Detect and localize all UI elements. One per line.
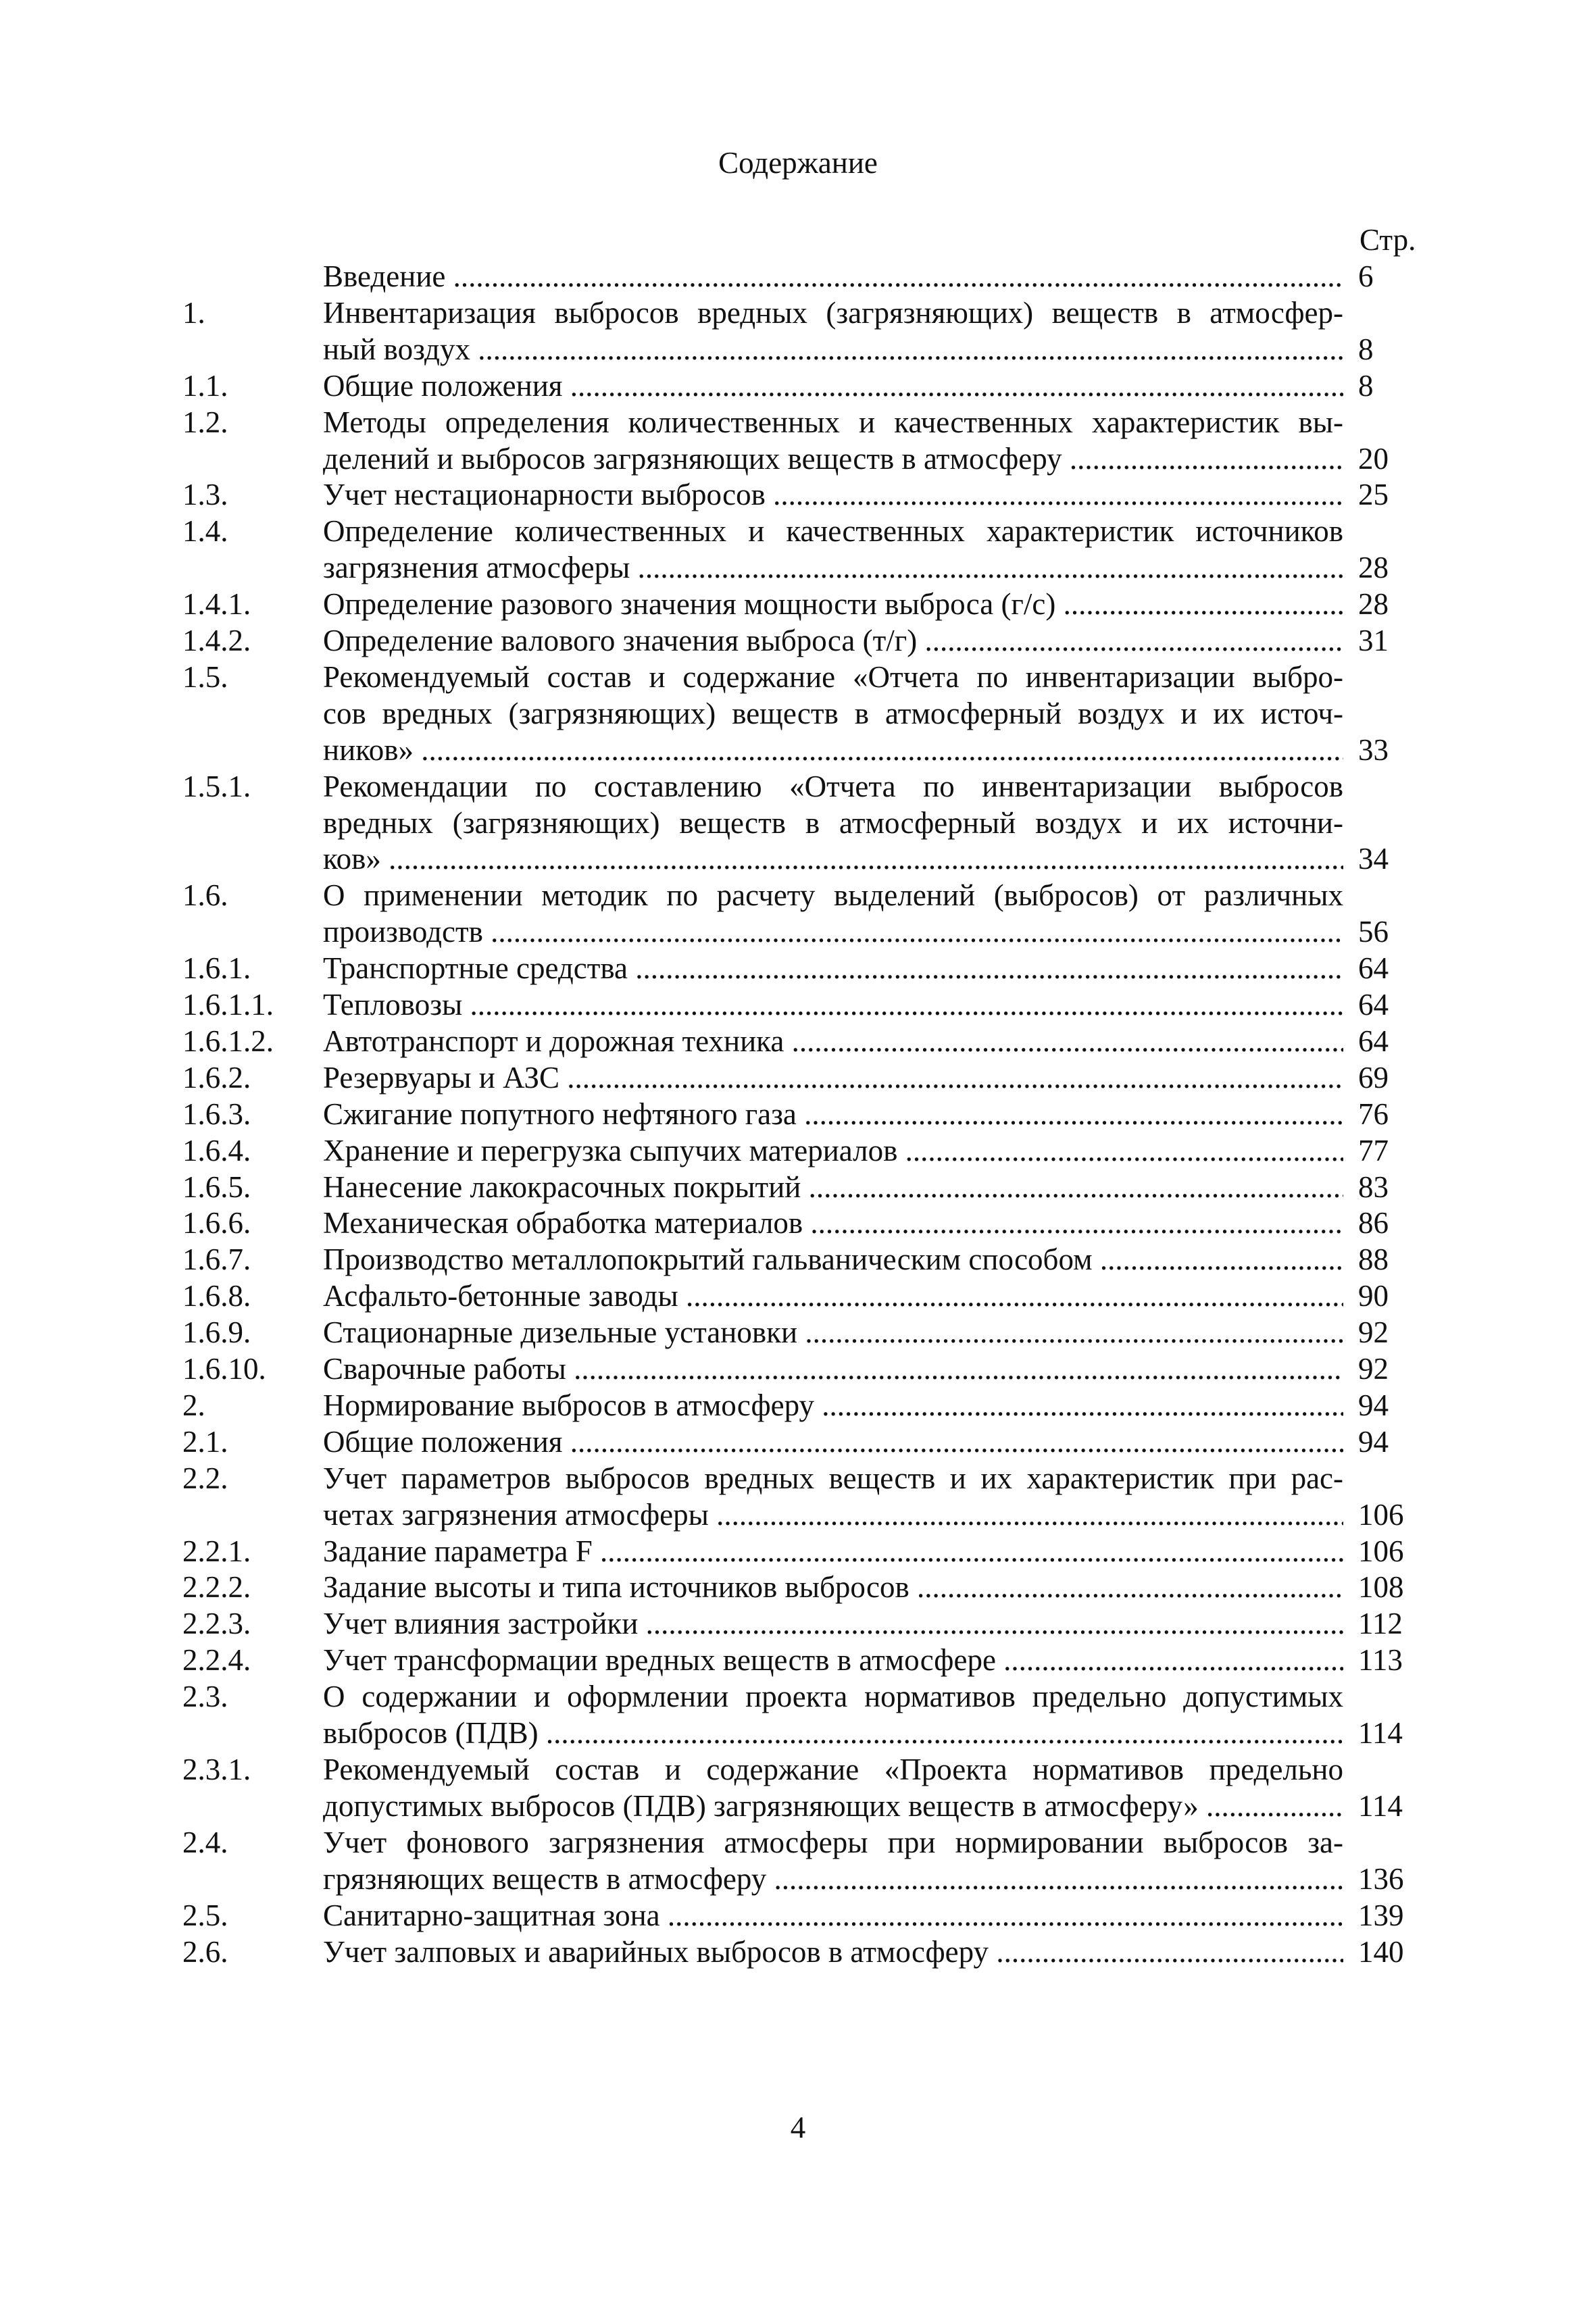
toc-entry-title-line: Задание высоты и типа источников выбросов .....	[323, 1569, 1343, 1606]
toc-entry	[182, 769, 1426, 878]
toc-entry-number: 1.4.	[182, 514, 228, 549]
toc-entry	[182, 1898, 1426, 1934]
toc-entry-page	[1343, 295, 1441, 368]
page-title: Содержание	[718, 146, 878, 180]
toc-entry-title	[323, 1569, 1343, 1606]
toc-entry-page	[1343, 1242, 1441, 1278]
toc-entry-page	[1343, 1461, 1441, 1534]
toc-entry-number: 1.6.2.	[182, 1060, 251, 1095]
toc-entry-title	[323, 1060, 1343, 1097]
toc-entry-title-line: Рекомендуемый состав и содержание «Отчета по инвентаризации выбро-	[323, 659, 1343, 694]
toc-entry-title-line: делений и выбросов загрязняющих веществ в атмосферу .....	[323, 441, 1343, 478]
toc-entry-page-value: 106	[1358, 1497, 1404, 1532]
toc-entry-title-line: загрязнения атмосферы .....	[323, 550, 1343, 586]
toc-entry-title	[323, 1825, 1343, 1898]
toc-entry	[182, 1024, 1426, 1060]
toc-entry-page-value: 92	[1358, 1352, 1389, 1386]
toc-entry-number: 1.6.3.	[182, 1097, 251, 1131]
toc-entry-page	[1343, 1825, 1441, 1898]
toc-entry-title	[323, 1351, 1343, 1388]
toc-entry-title-line: Определение валового значения выброса (т/г) .....	[323, 623, 1343, 659]
toc-entry-title-line: Учет нестационарности выбросов .....	[323, 477, 1343, 513]
toc-entry-title	[323, 368, 1343, 405]
toc-entry	[182, 1934, 1426, 1971]
toc-entry-page-value: 28	[1358, 551, 1389, 585]
toc-entry-page	[1343, 1060, 1441, 1097]
toc-entry-title-line: Методы определения количественных и качественных характеристик вы-	[323, 405, 1343, 439]
toc-entry-title-line: Хранение и перегрузка сыпучих материалов .....	[323, 1133, 1343, 1169]
toc-entry-number: 2.2.2.	[182, 1570, 251, 1605]
toc-entry-title-line: Автотранспорт и дорожная техника .....	[323, 1024, 1343, 1060]
toc-entry	[182, 1133, 1426, 1169]
toc-entry-page-value: 64	[1358, 988, 1389, 1022]
toc-entry-title-line: Учет параметров выбросов вредных веществ и их характеристик при рас-	[323, 1461, 1343, 1495]
toc-entry-title	[323, 513, 1343, 586]
toc-entry-title-line: Определение разового значения мощности выброса (г/с) .....	[323, 586, 1343, 623]
toc-entry-page-value: 94	[1358, 1388, 1389, 1422]
toc-entry-page-value: 140	[1358, 1934, 1404, 1969]
toc-entry-page-value: 77	[1358, 1133, 1389, 1167]
toc-entry	[182, 1534, 1426, 1570]
toc-entry	[182, 1242, 1426, 1278]
toc-entry	[182, 878, 1426, 951]
toc-entry-title-line: Общие положения .....	[323, 368, 1343, 405]
toc-entry-title-line: ный воздух .....	[323, 332, 1343, 368]
toc-entry-number: 2.2.1.	[182, 1534, 251, 1568]
toc-entry-page-value: 88	[1358, 1242, 1389, 1277]
toc-entry-page-value: 114	[1358, 1716, 1403, 1751]
toc-entry-page	[1343, 405, 1441, 478]
toc-entry-title-line: Сжигание попутного нефтяного газа .....	[323, 1097, 1343, 1133]
toc-entry	[182, 1679, 1426, 1752]
toc-entry-title	[323, 1024, 1343, 1060]
toc-entry-page	[1343, 1024, 1441, 1060]
toc-entry	[182, 987, 1426, 1024]
toc-entry-page	[1343, 1534, 1441, 1570]
toc-entry-title-line: грязняющих веществ в атмосферу .....	[323, 1861, 1343, 1898]
toc-entry-title-line: Санитарно-защитная зона .....	[323, 1898, 1343, 1934]
toc-entry-page	[1343, 1898, 1441, 1934]
toc-entry-page-value: 106	[1358, 1534, 1404, 1568]
toc-entry-number: 1.3.	[182, 478, 228, 512]
page-column-label: Стр.	[1360, 223, 1416, 257]
toc-entry-page	[1343, 1424, 1441, 1461]
toc-entry	[182, 659, 1426, 769]
toc-entry-title-line: Нанесение лакокрасочных покрытий .....	[323, 1169, 1343, 1206]
toc-entry-page	[1343, 1205, 1441, 1242]
toc-entry-title	[323, 1315, 1343, 1351]
toc-entry-title	[323, 259, 1343, 295]
toc-entry-title	[323, 586, 1343, 623]
toc-entry-page	[1343, 1133, 1441, 1169]
toc-entry-page-value: 136	[1358, 1861, 1404, 1896]
toc-entry-number: 2.3.1.	[182, 1753, 251, 1786]
toc-entry-number: 2.	[182, 1388, 205, 1422]
toc-entry-page	[1343, 1315, 1441, 1351]
toc-entry-title-line: Стационарные дизельные установки .....	[323, 1315, 1343, 1351]
toc-entry-page	[1343, 951, 1441, 987]
toc-entry-page	[1343, 878, 1441, 951]
toc-entry-title	[323, 1642, 1343, 1679]
toc-entry-page-value: 64	[1358, 951, 1389, 986]
toc-entry-number: 1.6.7.	[182, 1242, 251, 1277]
toc-entry-page	[1343, 1934, 1441, 1971]
toc-entry	[182, 1278, 1426, 1315]
toc-entry-number: 1.6.5.	[182, 1169, 251, 1204]
toc-entry-title-line: Производство металлопокрытий гальваническим способом .....	[323, 1242, 1343, 1278]
toc-entry-title	[323, 295, 1343, 368]
toc-entry-title-line: Учет трансформации вредных веществ в атмосфере .....	[323, 1642, 1343, 1679]
toc-entry	[182, 1205, 1426, 1242]
toc-entry-number: 1.4.1.	[182, 587, 251, 622]
toc-entry-title-line: Тепловозы .....	[323, 987, 1343, 1024]
toc-entry-title-line: Введение .....	[323, 259, 1343, 295]
toc-entry-number: 1.1.	[182, 368, 228, 403]
toc-entry-page	[1343, 1752, 1441, 1825]
toc-entry-number: 2.6.	[182, 1934, 228, 1969]
toc-entry-page-value: 76	[1358, 1097, 1389, 1131]
toc-entry-title-line: четах загрязнения атмосферы .....	[323, 1497, 1343, 1534]
toc-entry-page-value: 20	[1358, 441, 1389, 476]
toc-entry-title	[323, 623, 1343, 659]
toc-entry-page	[1343, 1679, 1441, 1752]
toc-entry-title	[323, 1898, 1343, 1934]
toc-entry-number: 1.6.10.	[182, 1352, 266, 1386]
toc-entry	[182, 477, 1426, 513]
toc-entry-number: 1.6.1.	[182, 951, 251, 986]
toc-entry-title	[323, 1424, 1343, 1461]
toc-entry-number: 1.6.6.	[182, 1206, 251, 1240]
toc-entry-page-value: 64	[1358, 1024, 1389, 1058]
toc-entry-page-value: 25	[1358, 478, 1389, 512]
toc-entry-page	[1343, 368, 1441, 405]
toc-entry-title-line: Механическая обработка материалов .....	[323, 1205, 1343, 1242]
toc-entry	[182, 1351, 1426, 1388]
toc-entry-page	[1343, 259, 1441, 295]
toc-entry-title-line: производств .....	[323, 914, 1343, 951]
toc-entry-title	[323, 477, 1343, 513]
toc-entry-number: 2.2.3.	[182, 1607, 251, 1641]
toc-entry-title-line: Учет фонового загрязнения атмосферы при нормировании выбросов за-	[323, 1825, 1343, 1859]
toc-entry-number: 2.2.4.	[182, 1643, 251, 1678]
toc-entry-number: 1.6.1.1.	[182, 988, 274, 1022]
toc-entry	[182, 259, 1426, 295]
toc-entry-page	[1343, 623, 1441, 659]
toc-entry-title-line: Асфальто-бетонные заводы .....	[323, 1278, 1343, 1315]
toc-entry-title	[323, 1242, 1343, 1278]
toc-entry-page	[1343, 513, 1441, 586]
toc-entry-title-line: Резервуары и АЗС .....	[323, 1060, 1343, 1097]
toc-entry-page-value: 8	[1358, 368, 1374, 403]
toc-entry-title-line: Инвентаризация выбросов вредных (загрязняющих) веществ в атмосфер-	[323, 295, 1343, 330]
toc-entry-page-value: 83	[1358, 1169, 1389, 1204]
toc-entry-page-value: 94	[1358, 1424, 1389, 1459]
toc-entry-number: 1.6.1.2.	[182, 1024, 274, 1058]
toc-entry-title-line: Учет влияния застройки .....	[323, 1606, 1343, 1642]
toc-entry	[182, 1388, 1426, 1424]
toc-entry-page-value: 92	[1358, 1315, 1389, 1350]
toc-entry-number: 1.6.4.	[182, 1133, 251, 1167]
toc-entry-page-value: 108	[1358, 1570, 1404, 1605]
toc-entry-number: 1.5.1.	[182, 769, 251, 803]
toc-entry-page-value: 33	[1358, 732, 1389, 767]
toc-entry	[182, 1752, 1426, 1825]
toc-entry	[182, 405, 1426, 478]
toc-entry-title	[323, 878, 1343, 951]
toc-entry-title-line: О применении методик по расчету выделений (выбросов) от различных	[323, 878, 1343, 913]
toc-entry-page-value: 28	[1358, 587, 1389, 622]
toc-entry-number: 1.6.8.	[182, 1279, 251, 1313]
toc-entry	[182, 1169, 1426, 1206]
toc-entry	[182, 1569, 1426, 1606]
toc-entry-title	[323, 1278, 1343, 1315]
toc-entry-title-line: Рекомендации по составлению «Отчета по инвентаризации выбросов	[323, 769, 1343, 803]
toc-entry-title-line: ников» .....	[323, 732, 1343, 769]
toc-entry-page-value: 113	[1358, 1643, 1403, 1678]
table-of-contents	[182, 259, 1426, 1970]
toc-entry-number: 2.2.	[182, 1461, 228, 1495]
toc-entry-title	[323, 769, 1343, 878]
toc-entry-number: 2.4.	[182, 1825, 228, 1859]
toc-entry	[182, 1060, 1426, 1097]
toc-entry-page	[1343, 1388, 1441, 1424]
toc-entry-title	[323, 1169, 1343, 1206]
toc-entry-title	[323, 1205, 1343, 1242]
toc-entry	[182, 1315, 1426, 1351]
toc-entry-title-line: Транспортные средства .....	[323, 951, 1343, 987]
toc-entry-title-line: Задание параметра F .....	[323, 1534, 1343, 1570]
toc-entry-page	[1343, 477, 1441, 513]
toc-entry-title-line: Определение количественных и качественных характеристик источников	[323, 514, 1343, 549]
toc-entry-title	[323, 1934, 1343, 1971]
toc-entry-page	[1343, 1569, 1441, 1606]
toc-entry-page-value: 139	[1358, 1898, 1404, 1932]
toc-entry-page	[1343, 1097, 1441, 1133]
toc-entry-title	[323, 951, 1343, 987]
toc-entry-title-line: Нормирование выбросов в атмосферу .....	[323, 1388, 1343, 1424]
toc-entry-title	[323, 1752, 1343, 1825]
toc-entry-title-line: ков» .....	[323, 841, 1343, 878]
toc-entry	[182, 586, 1426, 623]
toc-entry-page	[1343, 1606, 1441, 1642]
toc-entry-page-value: 69	[1358, 1060, 1389, 1095]
toc-entry-page-value: 8	[1358, 332, 1374, 366]
toc-entry-page-value: 112	[1358, 1607, 1403, 1641]
toc-entry-page	[1343, 1642, 1441, 1679]
toc-entry-title	[323, 1606, 1343, 1642]
toc-entry	[182, 1606, 1426, 1642]
toc-entry-title-line: Общие положения .....	[323, 1424, 1343, 1461]
toc-entry-number: 2.3.	[182, 1680, 228, 1714]
toc-entry-title-line: выбросов (ПДВ) .....	[323, 1715, 1343, 1752]
toc-entry-number: 2.5.	[182, 1898, 228, 1932]
toc-entry-page-value: 56	[1358, 915, 1389, 949]
toc-entry-title	[323, 1388, 1343, 1424]
toc-entry	[182, 295, 1426, 368]
toc-entry-page	[1343, 769, 1441, 878]
toc-entry-title	[323, 405, 1343, 478]
toc-entry-page-value: 6	[1358, 259, 1374, 293]
page-number: 4	[790, 2111, 806, 2144]
toc-entry-page-value: 34	[1358, 842, 1389, 876]
toc-entry-title	[323, 987, 1343, 1024]
toc-entry-page-value: 86	[1358, 1206, 1389, 1240]
toc-entry-title	[323, 1461, 1343, 1534]
toc-entry	[182, 951, 1426, 987]
toc-entry	[182, 513, 1426, 586]
toc-entry	[182, 368, 1426, 405]
toc-entry-number: 1.6.	[182, 878, 228, 913]
toc-entry-number: 1.6.9.	[182, 1315, 251, 1350]
toc-entry-title	[323, 1534, 1343, 1570]
toc-entry-page	[1343, 1278, 1441, 1315]
toc-entry-title-line: Учет залповых и аварийных выбросов в атмосферу .....	[323, 1934, 1343, 1971]
toc-entry	[182, 1461, 1426, 1534]
toc-entry-title-line: сов вредных (загрязняющих) веществ в атмосферный воздух и их источ-	[323, 696, 1343, 730]
toc-entry-page	[1343, 987, 1441, 1024]
toc-entry	[182, 623, 1426, 659]
toc-entry-page	[1343, 1169, 1441, 1206]
toc-entry-number: 2.1.	[182, 1424, 228, 1459]
toc-entry	[182, 1424, 1426, 1461]
toc-entry	[182, 1825, 1426, 1898]
toc-entry-number: 1.5.	[182, 659, 228, 694]
toc-entry-title-line: О содержании и оформлении проекта нормативов предельно допустимых	[323, 1680, 1343, 1714]
toc-entry	[182, 1097, 1426, 1133]
toc-entry-page-value: 90	[1358, 1279, 1389, 1313]
toc-entry-page-value: 31	[1358, 624, 1389, 658]
toc-entry-title	[323, 1097, 1343, 1133]
toc-entry-number: 1.	[182, 295, 205, 330]
toc-entry-title-line: вредных (загрязняющих) веществ в атмосферный воздух и их источни-	[323, 805, 1343, 840]
toc-entry	[182, 1642, 1426, 1679]
toc-entry-page-value: 114	[1358, 1788, 1403, 1823]
toc-entry-number	[182, 259, 323, 295]
toc-entry-title	[323, 1679, 1343, 1752]
toc-entry-title	[323, 659, 1343, 769]
toc-entry-title	[323, 1133, 1343, 1169]
toc-entry-title-line: допустимых выбросов (ПДВ) загрязняющих веществ в атмосферу» .....	[323, 1788, 1343, 1825]
toc-entry-page	[1343, 1351, 1441, 1388]
toc-entry-page	[1343, 586, 1441, 623]
toc-entry-number: 1.4.2.	[182, 624, 251, 658]
toc-entry-page	[1343, 659, 1441, 769]
toc-entry-number: 1.2.	[182, 405, 228, 439]
toc-entry-title-line: Рекомендуемый состав и содержание «Проекта нормативов предельно	[323, 1753, 1343, 1786]
toc-entry-title-line: Сварочные работы .....	[323, 1351, 1343, 1388]
